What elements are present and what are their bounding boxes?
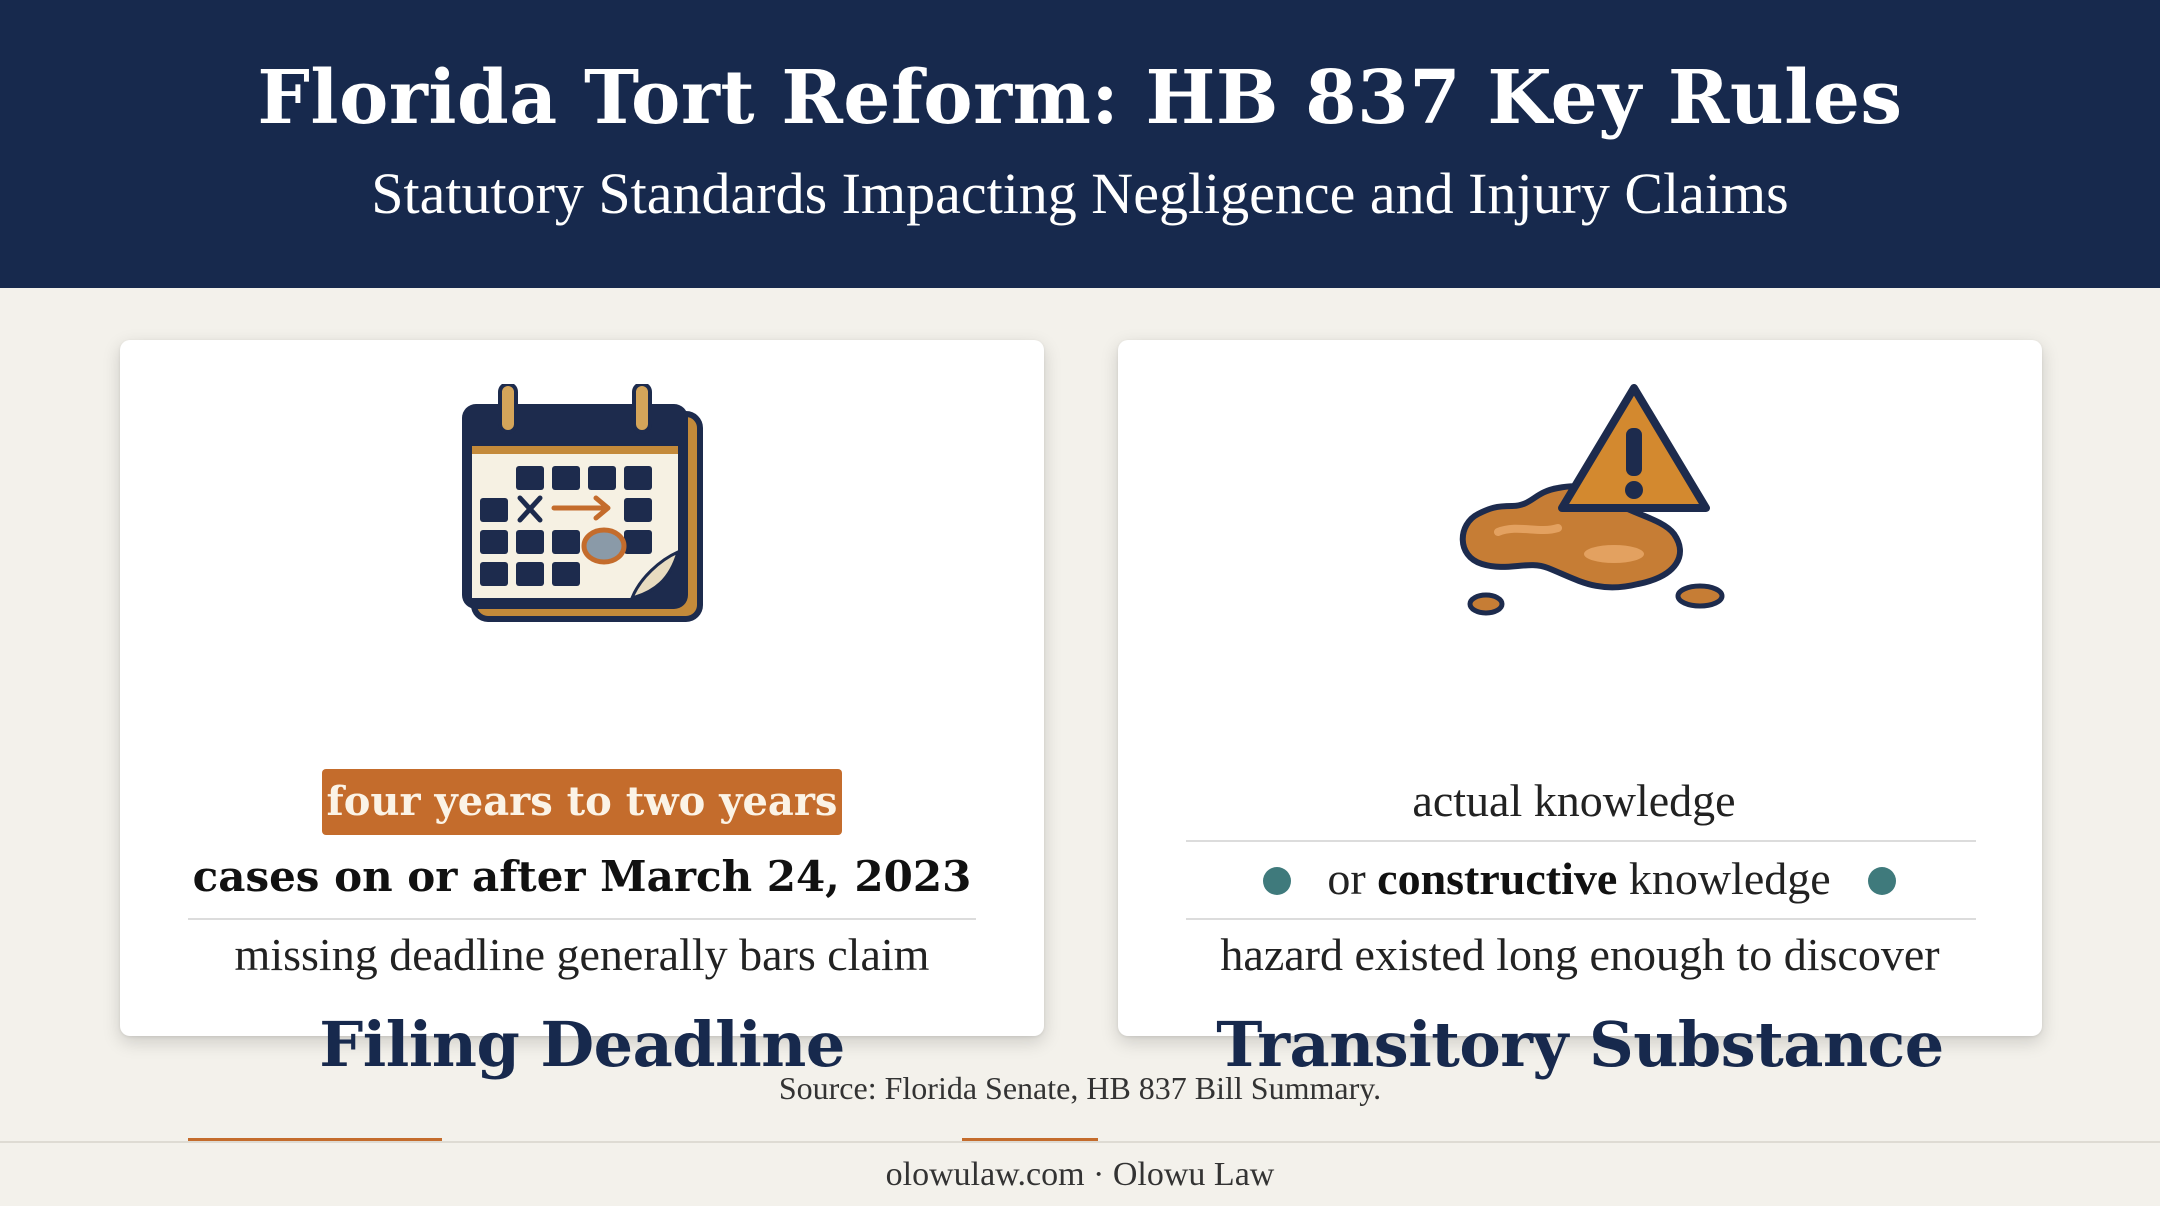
bullet-dot-left xyxy=(1263,867,1291,895)
hazard-duration: hazard existed long enough to discover xyxy=(1220,929,1940,980)
divider xyxy=(188,918,976,920)
knowledge-actual: actual knowledge xyxy=(1412,775,1736,826)
calendar-icon xyxy=(456,384,706,624)
deadline-change-badge: four years to two years xyxy=(322,769,842,835)
page-subtitle: Statutory Standards Impacting Negligence and Injury Claims xyxy=(371,161,1789,226)
knowledge-constructive xyxy=(1300,852,1858,905)
footer-credit: olowulaw.com · Olowu Law xyxy=(885,1156,1275,1193)
filing-consequence: missing deadline generally bars claim xyxy=(234,929,930,980)
source-citation: Source: Florida Senate, HB 837 Bill Summary. xyxy=(778,1070,1382,1106)
filing-effective-date: cases on or after March 24, 2023 xyxy=(192,852,972,901)
divider xyxy=(1186,840,1976,842)
header-banner xyxy=(0,0,2160,288)
page-title: Florida Tort Reform: HB 837 Key Rules xyxy=(257,55,1903,141)
divider xyxy=(1186,918,1976,920)
card-title-transitory-substance: Transitory Substance xyxy=(1216,1008,1944,1081)
bullet-dot-right xyxy=(1868,867,1896,895)
knowledge-bold: constructive xyxy=(1377,853,1618,904)
footer-divider xyxy=(0,1141,2160,1143)
warning-spill-icon xyxy=(1438,384,1728,624)
card-title-filing-deadline: Filing Deadline xyxy=(319,1008,845,1081)
knowledge-suffix: knowledge xyxy=(1628,853,1831,904)
knowledge-prefix: or xyxy=(1327,853,1366,904)
